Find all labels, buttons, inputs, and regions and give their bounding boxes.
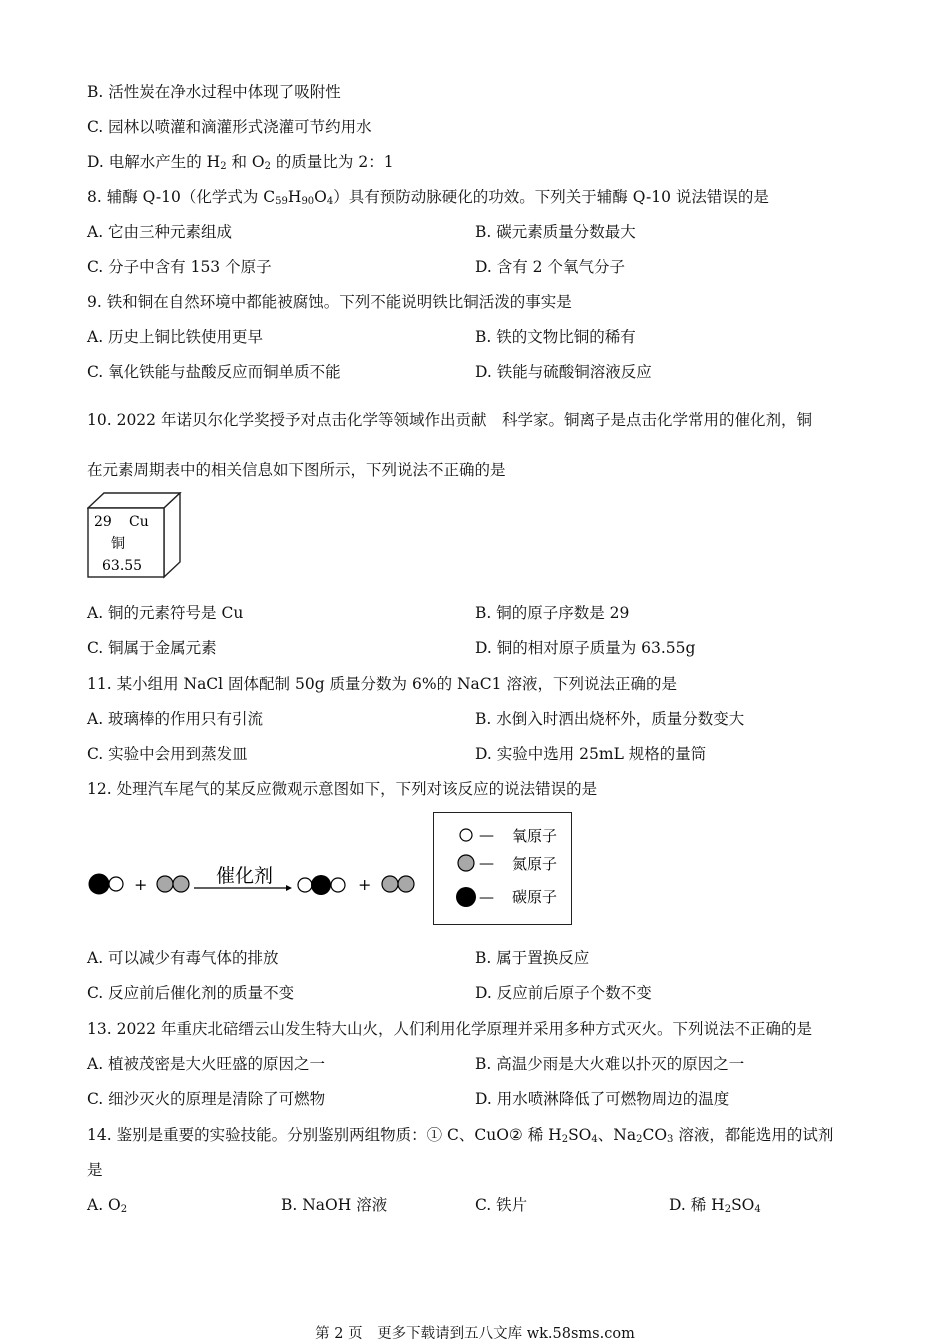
page-footer: 第 2 页 更多下载请到五八文库 wk.58sms.com xyxy=(315,1326,635,1342)
q8-option-a: A. 它由三种元素组成 xyxy=(87,223,233,241)
element-symbol: Cu xyxy=(129,514,149,530)
reaction-diagram xyxy=(86,858,426,912)
nitrogen-atom xyxy=(398,876,414,892)
q11-option-b: B. 水倒入时洒出烧杯外，质量分数变大 xyxy=(475,710,745,728)
q9-option-d: D. 铁能与硫酸铜溶液反应 xyxy=(475,363,652,381)
element-name: 铜 xyxy=(111,536,125,552)
element-cell-diagram xyxy=(87,492,183,584)
oxygen-atom xyxy=(298,878,312,892)
q14-stem-line2: 是 xyxy=(87,1161,103,1179)
element-atomic-mass: 63.55 xyxy=(102,558,143,574)
legend-oxygen-icon xyxy=(460,829,472,841)
q11-option-a: A. 玻璃棒的作用只有引流 xyxy=(87,710,264,728)
legend-oxygen-label: 氧原子 xyxy=(512,827,558,845)
carbon-atom xyxy=(89,874,109,894)
q11-stem: 11. 某小组用 NaCl 固体配制 50g 质量分数为 6%的 NaC1 溶液，下列说法正确的是 xyxy=(87,675,677,693)
q9-stem: 9. 铁和铜在自然环境中都能被腐蚀。下列不能说明铁比铜活泼的事实是 xyxy=(87,293,572,311)
q9-option-b: B. 铁的文物比铜的稀有 xyxy=(475,328,636,346)
q14-option-d: D. 稀 $H_2SO_4$ xyxy=(669,1196,761,1215)
q14-stem-line1: 14. 鉴别是重要的实验技能。分别鉴别两组物质：① C、CuO② 稀 $H_2SO_4$、$Na_2CO_3$ 溶液，都能选用的试剂 xyxy=(87,1126,834,1145)
oxygen-atom xyxy=(331,878,345,892)
q10-option-d: D. 铜的相对原子质量为 63.55g xyxy=(475,639,696,657)
q12-option-c: C. 反应前后催化剂的质量不变 xyxy=(87,984,295,1002)
q12-option-d: D. 反应前后原子个数不变 xyxy=(475,984,652,1002)
catalyst-label: 催化剂 xyxy=(216,865,274,887)
reaction-arrow-head xyxy=(286,885,292,891)
q13-option-c: C. 细沙灭火的原理是清除了可燃物 xyxy=(87,1090,326,1108)
nitrogen-atom xyxy=(157,876,173,892)
q8-option-c: C. 分子中含有 153 个原子 xyxy=(87,258,272,276)
q8-option-d: D. 含有 2 个氧气分子 xyxy=(475,258,625,276)
element-atomic-number: 29 xyxy=(94,514,112,530)
legend-carbon-label: 碳原子 xyxy=(512,888,558,906)
q14-option-b: B. NaOH 溶液 xyxy=(281,1196,388,1214)
legend-nitrogen-label: 氮原子 xyxy=(512,855,558,873)
plus-sign: + xyxy=(134,875,148,894)
q11-option-d: D. 实验中选用 25mL 规格的量筒 xyxy=(475,745,707,763)
legend-dash: — xyxy=(479,854,494,872)
q13-option-b: B. 高温少雨是大火难以扑灭的原因之一 xyxy=(475,1055,745,1073)
q10-option-b: B. 铜的原子序数是 29 xyxy=(475,604,630,622)
q10-option-a: A. 铜的元素符号是 Cu xyxy=(87,604,244,622)
q10-option-c: C. 铜属于金属元素 xyxy=(87,639,217,657)
plus-sign: + xyxy=(358,875,372,894)
oxygen-atom xyxy=(109,877,123,891)
q9-option-c: C. 氧化铁能与盐酸反应而铜单质不能 xyxy=(87,363,341,381)
q12-stem: 12. 处理汽车尾气的某反应微观示意图如下，下列对该反应的说法错误的是 xyxy=(87,780,598,798)
q10-stem-line1: 10. 2022 年诺贝尔化学奖授予对点击化学等领域作出贡献 科学家。铜离子是点击化学常用的催化剂，铜 xyxy=(87,411,812,429)
legend-nitrogen-icon xyxy=(458,855,474,871)
legend-dash: — xyxy=(479,888,494,906)
q13-option-d: D. 用水喷淋降低了可燃物周边的温度 xyxy=(475,1090,730,1108)
q11-option-c: C. 实验中会用到蒸发皿 xyxy=(87,745,248,763)
q7-option-c: C. 园林以喷灌和滴灌形式浇灌可节约用水 xyxy=(87,118,372,136)
q13-option-a: A. 植被茂密是大火旺盛的原因之一 xyxy=(87,1055,326,1073)
q7-option-d: D. 电解水产生的 $H_2$ 和 $O_2$ 的质量比为 2：1 xyxy=(87,153,394,172)
q10-stem-line2: 在元素周期表中的相关信息如下图所示，下列说法不正确的是 xyxy=(87,461,506,479)
q14-option-c: C. 铁片 xyxy=(475,1196,528,1214)
carbon-atom xyxy=(311,875,331,895)
q8-stem: 8. 辅酶 Q-10（化学式为 $C_{59}H_{90}O_4$）具有预防动脉硬化的功效。下列关于辅酶 Q-10 说法错误的是 xyxy=(87,188,769,207)
q8-option-b: B. 碳元素质量分数最大 xyxy=(475,223,636,241)
q13-stem: 13. 2022 年重庆北碚缙云山发生特大山火，人们利用化学原理并采用多种方式灭火。下列说法不正确的是 xyxy=(87,1020,812,1038)
legend-carbon-icon xyxy=(456,887,476,907)
q12-option-b: B. 属于置换反应 xyxy=(475,949,590,967)
q7-option-b: B. 活性炭在净水过程中体现了吸附性 xyxy=(87,83,341,101)
legend-dash: — xyxy=(479,826,494,844)
q9-option-a: A. 历史上铜比铁使用更早 xyxy=(87,328,264,346)
q12-option-a: A. 可以减少有毒气体的排放 xyxy=(87,949,279,967)
nitrogen-atom xyxy=(173,876,189,892)
atom-legend xyxy=(433,812,572,925)
nitrogen-atom xyxy=(382,876,398,892)
q14-option-a: A. $O_2$ xyxy=(87,1196,128,1215)
